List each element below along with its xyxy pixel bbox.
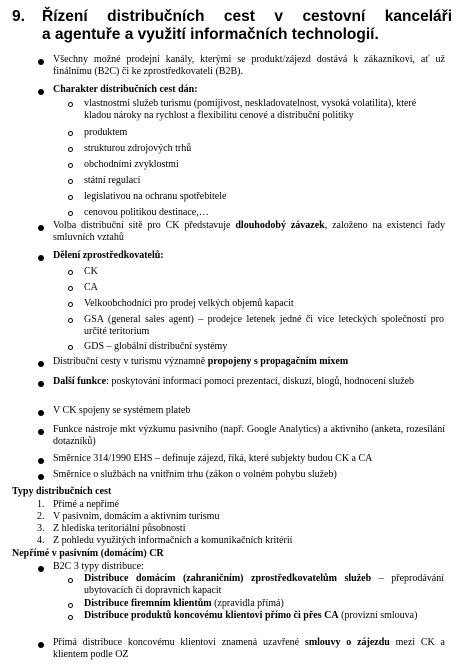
sub-bullet [68,179,73,184]
bullet [38,474,44,480]
list-item: Z hlediska teritoriální působnosti [53,523,186,534]
sub-bullet [68,195,73,200]
text-run: : poskytování informací pomocí prezentací, diskuzí, blogů, hodnocení služeb [106,376,415,387]
text-run-bold: Distribuce produktů koncovému klientovi přímo či přes CA [84,610,339,621]
sub-bullet-text: státní regulací [84,175,141,186]
heading-line-1: Řízení distribučních cest v cestovní kanceláři [42,8,452,25]
sub-bullet-text [84,610,444,622]
bullet [38,458,44,464]
sub-bullet [68,578,73,583]
bullet [38,59,44,65]
bullet-text [53,637,445,661]
sub-bullet [68,302,73,307]
bullet-text [53,356,348,368]
sub-bullet [68,345,73,350]
bullet [38,225,44,231]
bullet-text: Směrnice o službách na vnitřním trhu (zákon o volném pohybu služeb) [53,469,337,480]
heading-number: 9. [12,8,25,25]
text-run: (zpravidla přímá) [211,598,284,609]
bullet [38,642,44,648]
text-run: Distribuční cesty v turismu významně [53,356,208,367]
text-run-bold: Další funkce [53,376,107,387]
bullet-text: Všechny možné prodejní kanály, kterými se produkt/zájezd dostává k zákazníkovi, ať už finálnímu (B2C) či ke zprostředkovateli (B2B). [53,54,445,77]
text-run-bold: dlouhodobý závazek [235,220,325,231]
list-number: 4. [37,535,45,546]
sub-bullet-text: Velkoobchodníci pro prodej velkých objemů kapacit [84,298,294,309]
sub-bullet [68,286,73,291]
sub-bullet [68,318,73,323]
sub-bullet-text: legislativou na ochranu spotřebitele [84,191,227,202]
text-run: (provizní smlouva) [338,610,418,621]
list-item: V pasivním, domácím a aktivním turismu [53,511,220,522]
text-run: Volba distribuční sítě pro CK představuje [53,220,236,231]
sub-bullet [68,102,73,107]
sub-bullet-text: vlastnostmi služeb turismu (pomíjivost, neskladovatelnost, vysoká volatilita), které kladou nároky na rychlost a flexibilitu cenové a distribuční politiky [84,98,417,121]
sub-bullet-text: obchodními zvyklostmi [84,159,179,170]
bullet [38,255,44,261]
bullet-text: B2C 3 typy distribuce: [53,561,144,572]
sub-bullet-text [84,598,284,610]
sub-bullet-text: GDS – globální distribuční systémy [84,341,228,352]
bullet [38,361,44,367]
bullet-text [53,220,445,244]
sub-bullet-text: produktem [84,127,128,138]
text-run: mezi CK a klientem podle OZ [53,637,445,660]
bullet-title: Dělení zprostředkovatelů: [53,250,164,261]
text-run-bold: Distribuce domácím (zahraničním) zprostředkovatelům služeb [84,573,372,584]
sub-bullet-text: strukturou zdrojových trhů [84,143,192,154]
text-run: – přeprodávání ubytovacích či dopravních kapacit [84,573,444,596]
text-run-bold: Distribuce firemním klientům [84,598,212,609]
subsection-title: Typy distribučních cest [12,486,112,497]
subsection-title: Nepřímé v pasivním (domácím) CR [12,548,164,559]
text-run: , založeno na existenci řady smluvních vztahů [53,220,445,243]
sub-bullet [68,147,73,152]
text-run: Přímá distribuce koncovému klientovi znamená uzavřené [53,637,305,648]
bullet-text: V CK spojeny se systémem plateb [53,405,191,416]
list-number: 2. [37,511,45,522]
list-item: Z pohledu využitých informačních a komunikačních kritérií [53,535,293,546]
heading-line-2: a agentuře a využití informačních technologií. [42,26,379,43]
sub-bullet-text [84,573,444,597]
bullet [38,429,44,435]
bullet-text: Funkce nástroje mkt výzkumu pasivního (např. Google Analytics) a aktivního (anketa, rozesílání dotazníků) [53,424,445,447]
bullet [38,566,44,572]
text-run-bold: propojeny s propagačním mixem [207,356,349,367]
sub-bullet-text: CK [84,266,98,277]
list-number: 3. [37,523,45,534]
sub-bullet [68,131,73,136]
bullet [38,89,44,95]
bullet [38,410,44,416]
sub-bullet-text: CA [84,282,98,293]
sub-bullet [68,270,73,275]
bullet-text: Směrnice 314/1990 EHS – definuje zájezd, říká, které subjekty budou CK a CA [53,453,373,464]
sub-bullet [68,615,73,620]
list-number: 1. [37,499,45,510]
bullet-title: Charakter distribučních cest dán: [53,84,198,95]
bullet [38,381,44,387]
sub-bullet-text: cenovou politikou destinace,… [84,207,209,218]
sub-bullet [68,211,73,216]
text-run-bold: smlouvy o zájezdu [304,637,390,648]
list-item: Přímé a nepřímé [53,499,120,510]
sub-bullet [68,603,73,608]
sub-bullet-text: GSA (general sales agent) – prodejce letenek jedné či více leteckých společností pro určité teritorium [84,314,444,337]
bullet-text [53,376,445,388]
sub-bullet [68,163,73,168]
